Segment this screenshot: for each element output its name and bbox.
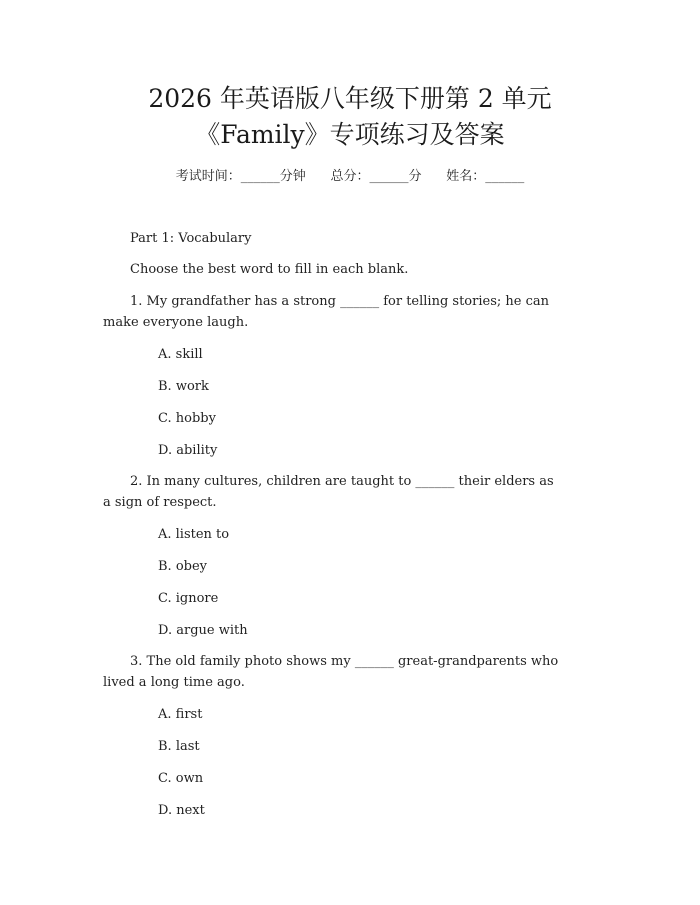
question-1-option-b: B. work <box>158 379 209 394</box>
section-heading: Part 1: Vocabulary <box>130 231 252 246</box>
question-2-option-a: A. listen to <box>158 527 230 542</box>
exam-info: 考试时间：______分钟 总分：______分 姓名：______ <box>175 169 525 184</box>
question-3-option-b: B. last <box>158 739 200 754</box>
question-1-option-a: A. skill <box>158 347 203 362</box>
document-title-line1: 2026 年英语版八年级下册第 2 单元 <box>148 84 552 113</box>
question-2-option-c: C. ignore <box>158 591 219 606</box>
question-2-text-cont: a sign of respect. <box>103 495 217 510</box>
question-2-text: 2. In many cultures, children are taught to ______ their elders as <box>130 474 554 489</box>
question-3-option-d: D. next <box>158 803 205 818</box>
question-1-text: 1. My grandfather has a strong ______ for telling stories; he can <box>130 294 549 309</box>
document-title-line2: 《Family》专项练习及答案 <box>195 120 505 149</box>
question-1-option-d: D. ability <box>158 443 218 458</box>
instruction-text: Choose the best word to fill in each blank. <box>130 262 409 277</box>
question-1-option-c: C. hobby <box>158 411 216 426</box>
question-3-option-c: C. own <box>158 771 204 786</box>
question-3-text-cont: lived a long time ago. <box>103 675 245 690</box>
question-1-text-cont: make everyone laugh. <box>103 315 249 330</box>
question-3-option-a: A. first <box>158 707 203 722</box>
question-2-option-d: D. argue with <box>158 623 248 638</box>
question-3-text: 3. The old family photo shows my ______ great-grandparents who <box>130 654 559 669</box>
question-2-option-b: B. obey <box>158 559 208 574</box>
